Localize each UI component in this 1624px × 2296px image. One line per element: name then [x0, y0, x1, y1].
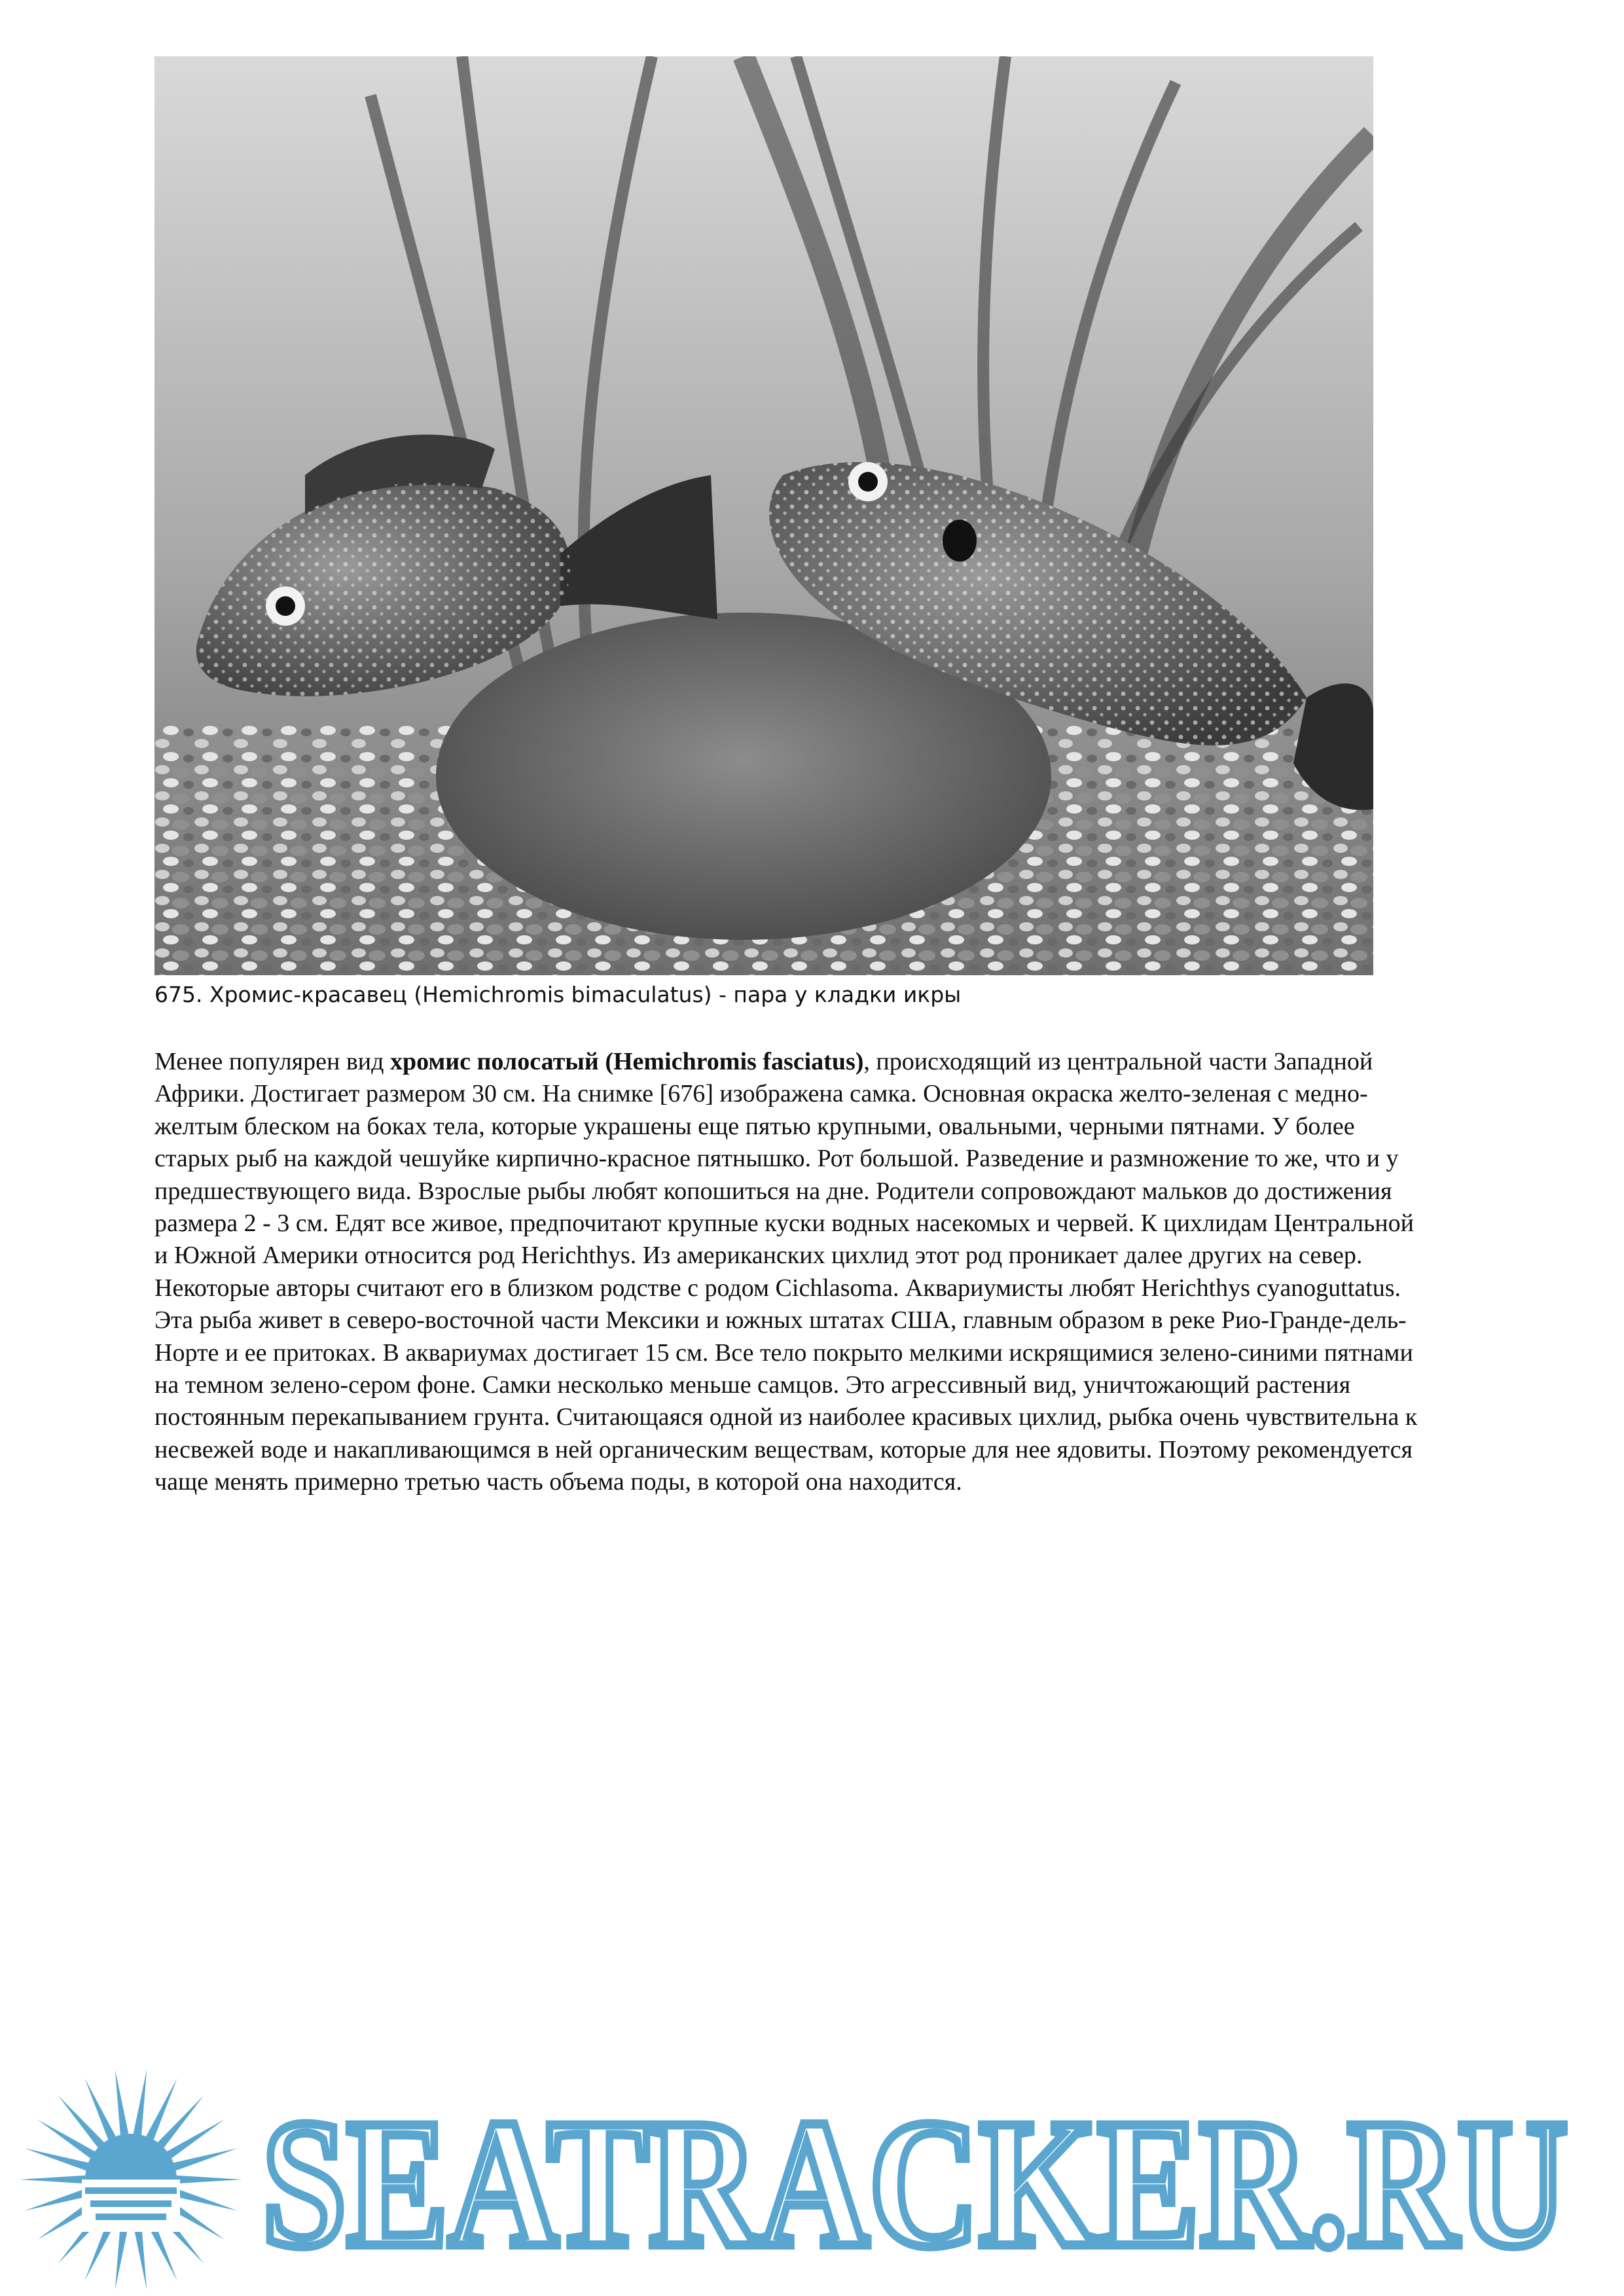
- watermark-text: SEATRACKER.RU: [262, 2081, 1568, 2285]
- article-line: несвежей воде и накапливающимся в ней органическим веществам, которые для нее ядовиты. Поэтому рекомендуется: [154, 1435, 1413, 1463]
- figure-caption-text: Хромис-красавец (Hemichromis bimaculatus) - пара у кладки икры: [209, 982, 962, 1007]
- article-line: и Южной Америки относится род Herichthys. Из американских цихлид этот род проникает далее других на север.: [154, 1242, 1363, 1270]
- watermark-logo: [0, 2029, 1624, 2296]
- article-line: размера 2 - 3 см. Едят все живое, предпочитают крупные куски водных насекомых и червей. К цихлидам Центральной: [154, 1210, 1414, 1238]
- article-line: предшествующего вида. Взрослые рыбы любят копошиться на дне. Родители сопровождают мальков до достижения: [154, 1177, 1392, 1205]
- article-line: Африки. Достигает размером 30 см. На снимке [676] изображена самка. Основная окраска желто-зеленая с медно-: [154, 1080, 1368, 1108]
- article-line: Эта рыба живет в северо-восточной части Мексики и южных штатах США, главным образом в реке Рио-Гранде-дель-: [154, 1306, 1407, 1335]
- article-line: старых рыб на каждой чешуйке кирпично-красное пятнышко. Рот большой. Разведение и размножение то же, что и у: [154, 1145, 1399, 1173]
- article-line: чаще менять примерно третью часть объема поды, в которой она находится.: [154, 1468, 962, 1496]
- article-line: Некоторые авторы считают его в близком родстве с родом Cichlasoma. Аквариумисты любят Herichthys cyanoguttatus.: [154, 1274, 1401, 1302]
- fish-photo: [154, 56, 1373, 975]
- article-line: Норте и ее притоках. В аквариумах достигает 15 см. Все тело покрыто мелкими искрящимися зелено-синими пятнами: [154, 1338, 1413, 1367]
- article-line: постоянным перекапыванием грунта. Считающаяся одной из наиболее красивых цихлид, рыбка очень чувствительна к: [154, 1403, 1418, 1431]
- article-body: [154, 1046, 1549, 1499]
- figure-caption: [154, 980, 1398, 1009]
- article-line: желтым блеском на боках тела, которые украшены еще пятью крупными, овальными, черными пятнами. У более: [154, 1112, 1355, 1140]
- figure-number: 675.: [154, 982, 203, 1007]
- article-line: на темном зелено-сером фоне. Самки несколько меньше самцов. Это агрессивный вид, уничтожающий растения: [154, 1371, 1351, 1399]
- article-line: Менее популярен вид хромис полосатый (Hemichromis fasciatus), происходящий из центральной части Западной: [154, 1048, 1373, 1075]
- species-name-bold: хромис полосатый (Hemichromis fasciatus): [389, 1048, 864, 1075]
- sun-logo-icon: [0, 2029, 1624, 2296]
- fish-photo-illustration: [154, 56, 1373, 975]
